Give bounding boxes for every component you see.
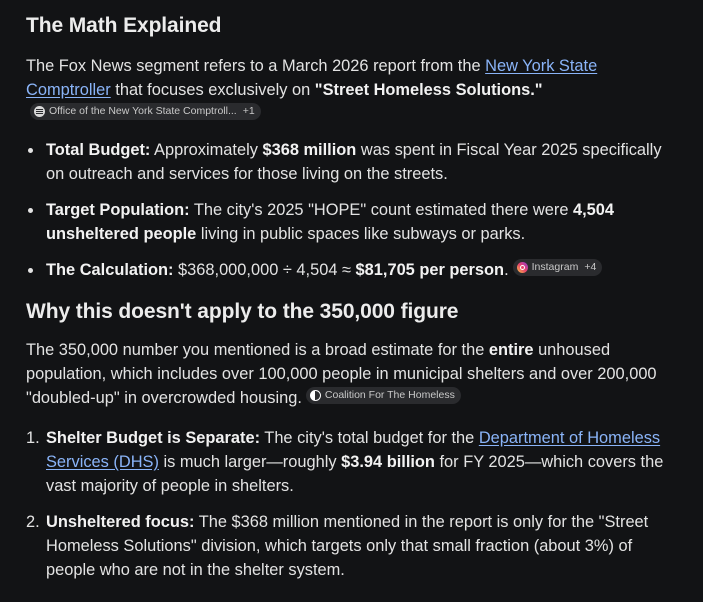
paragraph-bold: entire [488, 341, 534, 359]
list-number: 1. [26, 429, 40, 447]
source-chip-label: Office of the New York State Comptroll... [49, 105, 237, 117]
coalition-logo-icon [310, 390, 321, 401]
list-item-text: The city's total budget for the [260, 429, 479, 447]
bullet-bold-value: $368 million [262, 141, 357, 159]
source-chip-more: +4 [584, 261, 597, 273]
instagram-icon [517, 262, 528, 273]
list-item-label: Unsheltered focus: [46, 513, 195, 531]
intro-paragraph [26, 54, 677, 126]
list-number: 2. [26, 513, 40, 531]
source-chip-comptroller[interactable] [30, 103, 261, 120]
math-bullet-list [26, 138, 677, 282]
source-chip-instagram[interactable] [513, 259, 603, 276]
source-chip-label: Coalition For The Homeless [324, 389, 455, 401]
bullet-label: Target Population: [46, 201, 190, 219]
list-item-unsheltered-focus [26, 510, 677, 582]
paragraph-text: The 350,000 number you mentioned is a broad estimate for the [26, 341, 489, 359]
comptroller-link[interactable]: New York State Comptroller [26, 57, 598, 99]
figure-paragraph [26, 338, 677, 410]
list-item-label: Shelter Budget is Separate: [46, 429, 261, 447]
intro-bold: "Street Homeless Solutions." [314, 81, 543, 99]
list-item-text: is much larger—roughly [158, 453, 342, 471]
bullet-label: Total Budget: [46, 141, 151, 159]
list-item-text: for FY 2025—which covers the vast majority of people in shelters. [46, 453, 664, 495]
intro-prefix: The Fox News segment refers to a March 2026 report from the [26, 57, 486, 75]
bullet-bold-value: 4,504 unsheltered people [46, 201, 615, 243]
source-chip-more: +1 [242, 105, 255, 117]
bullet-text: The city's 2025 "HOPE" count estimated there were [189, 201, 573, 219]
bullet-text: was spent in Fiscal Year 2025 specifically on outreach and services for those living on the streets. [46, 141, 662, 183]
intro-mid: that focuses exclusively on [110, 81, 315, 99]
list-item-bold-value: $3.94 billion [341, 453, 435, 471]
government-seal-icon [34, 106, 45, 117]
bullet-text: $368,000,000 ÷ 4,504 ≈ [173, 261, 356, 279]
list-item-text: The $368 million mentioned in the report is only for the "Street Homeless Solutions" division, which targets only that small fraction (about 3%) of people who are not in the shelter system. [46, 513, 649, 579]
bullet-bold-value: $81,705 per person [355, 261, 505, 279]
dhs-link[interactable]: Department of Homeless Services (DHS) [46, 429, 661, 471]
section-heading-350k: Why this doesn't apply to the 350,000 figure [26, 300, 459, 323]
bullet-label: The Calculation: [46, 261, 174, 279]
bullet-text: living in public spaces like subways or parks. [196, 225, 526, 243]
bullet-calculation [26, 258, 677, 282]
source-chip-coalition[interactable] [306, 387, 461, 404]
list-item-shelter-budget [26, 426, 677, 498]
bullet-text: Approximately [150, 141, 263, 159]
numbered-list [26, 426, 677, 582]
paragraph-text: unhoused population, which includes over 100,000 people in municipal shelters and over 200,000 "doubled-up" in overcrowded housing. [26, 341, 657, 407]
section-heading-math: The Math Explained [26, 14, 222, 37]
bullet-text: . [504, 261, 509, 279]
bullet-target-population [26, 198, 677, 246]
bullet-total-budget [26, 138, 677, 186]
source-chip-label: Instagram [531, 261, 579, 273]
